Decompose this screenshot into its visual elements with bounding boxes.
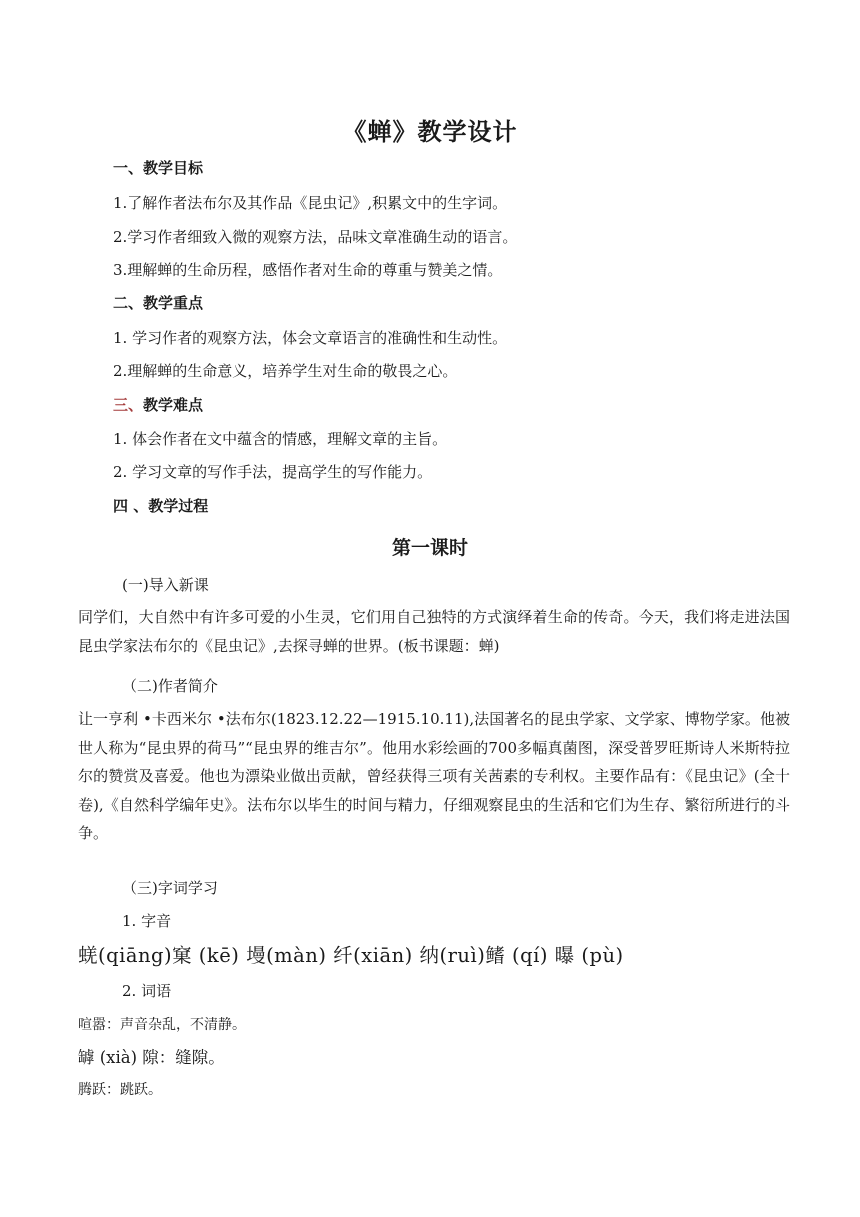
pronunciation-line: 蜣(qiāng)窠 (kē) 墁(màn) 纤(xiān) 纳(ruì)鳍 (qí) 曝 (pù) (78, 944, 624, 967)
words-heading: 2. 词语 (122, 982, 172, 1000)
goal-item-2: 2.学习作者细致入微的观察方法，品味文章准确生动的语言。 (113, 228, 518, 246)
focus-item-2: 2.理解蝉的生命意义，培养学生对生命的敬畏之心。 (113, 362, 458, 380)
word-entry-1: 喧嚣：声音杂乱，不清静。 (78, 1017, 246, 1033)
focus-item-1: 1. 学习作者的观察方法，体会文章语言的准确性和生动性。 (113, 329, 508, 347)
lesson-title: 第一课时 (391, 537, 468, 559)
difficulty-item-1: 1. 体会作者在文中蕴含的情感，理解文章的主旨。 (113, 430, 448, 448)
section-heading-goals: 一、教学目标 (113, 159, 204, 177)
author-paragraph: 让一亨利 •卡西米尔 •法布尔(1823.12.22—1915.10.11),法国著名的昆虫学家、文学家、博物学家。他被世人称为“昆虫界的荷马”“昆虫界的维吉尔”。他用水彩绘画的700多幅真菌图，深受普罗旺斯诗人米斯特拉尔的赞赏及喜爱。他也为漂染业做出贡献，曾经获得三项有关茜素的专利权。主要作品有：《昆虫记》(全十卷),《自然科学编年史》。法布尔以毕生的时间与精力，仔细观察昆虫的生活和它们为生存、繁衍所进行的斗争。 (78, 710, 790, 842)
goal-item-3: 3.理解蝉的生命历程，感悟作者对生命的尊重与赞美之情。 (113, 261, 503, 279)
difficulty-heading-number: 三、 (113, 396, 144, 414)
section-heading-process: 四 、教学过程 (113, 497, 209, 515)
section-heading-focus: 二、教学重点 (113, 294, 204, 312)
document-title: 《蝉》教学设计 (342, 118, 518, 146)
section-heading-difficulty (113, 394, 203, 415)
goal-item-1: 1.了解作者法布尔及其作品《昆虫记》,积累文中的生字词。 (113, 194, 508, 212)
difficulty-item-2: 2. 学习文章的写作手法，提高学生的写作能力。 (113, 463, 433, 481)
author-heading: （二)作者简介 (122, 677, 218, 695)
word-entry-2: 罅 (xià) 隙：缝隙。 (78, 1048, 225, 1067)
vocab-heading: （三)字词学习 (122, 879, 218, 897)
intro-paragraph: 同学们，大自然中有许多可爱的小生灵，它们用自己独特的方式演绎着生命的传奇。今天，我们将走进法国昆虫学家法布尔的《昆虫记》,去探寻蝉的世界。(板书课题：蝉) (78, 608, 790, 655)
pronunciation-heading: 1. 字音 (122, 912, 172, 930)
difficulty-heading-text: 教学难点 (143, 396, 204, 414)
word-entry-3: 腾跃：跳跃。 (78, 1082, 162, 1098)
intro-heading: (一)导入新课 (122, 576, 209, 594)
